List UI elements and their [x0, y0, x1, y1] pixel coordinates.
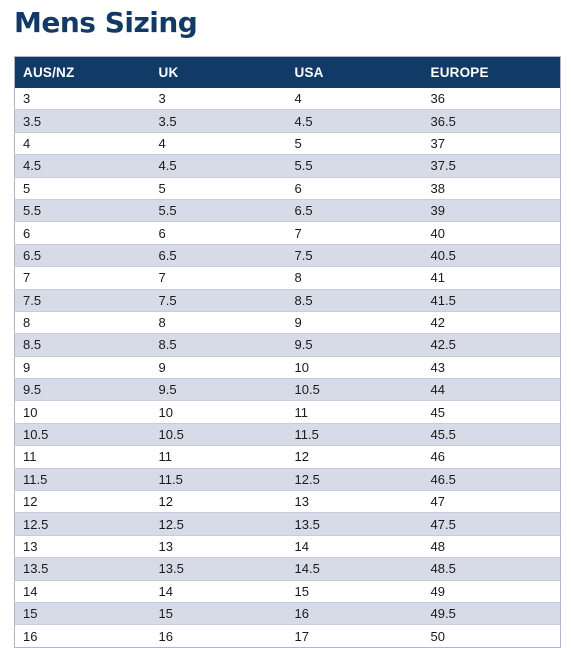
table-row — [15, 110, 561, 132]
table-cell-aus-nz: 8.5 — [15, 334, 151, 356]
table-cell-europe: 49.5 — [423, 602, 561, 624]
table-row — [15, 177, 561, 199]
table-cell-aus-nz: 15 — [15, 602, 151, 624]
table-row — [15, 625, 561, 647]
table-cell-uk: 7 — [151, 267, 287, 289]
header-row — [15, 57, 561, 89]
table-cell-uk: 16 — [151, 625, 287, 647]
table-cell-europe: 49 — [423, 580, 561, 602]
table-row — [15, 88, 561, 110]
table-cell-usa: 10 — [287, 356, 423, 378]
table-row — [15, 535, 561, 557]
table-cell-uk: 3.5 — [151, 110, 287, 132]
table-cell-usa: 15 — [287, 580, 423, 602]
table-cell-uk: 11 — [151, 446, 287, 468]
table-cell-uk: 6 — [151, 222, 287, 244]
table-cell-usa: 17 — [287, 625, 423, 647]
table-cell-usa: 9.5 — [287, 334, 423, 356]
table-row — [15, 289, 561, 311]
table-cell-uk: 13 — [151, 535, 287, 557]
table-cell-usa: 10.5 — [287, 379, 423, 401]
table-cell-usa: 8 — [287, 267, 423, 289]
table-cell-usa: 16 — [287, 602, 423, 624]
table-cell-europe: 47 — [423, 491, 561, 513]
table-body — [15, 88, 561, 647]
table-cell-aus-nz: 12.5 — [15, 513, 151, 535]
table-cell-aus-nz: 7.5 — [15, 289, 151, 311]
table-cell-usa: 11.5 — [287, 423, 423, 445]
table-cell-usa: 4 — [294, 91, 302, 107]
table-cell-europe: 42.5 — [423, 334, 561, 356]
table-cell-aus-nz: 3 — [23, 91, 31, 107]
table-cell-uk: 10 — [151, 401, 287, 423]
table-cell-usa: 12.5 — [287, 468, 423, 490]
table-cell-usa: 5.5 — [287, 155, 423, 177]
table-cell-usa: 7.5 — [287, 244, 423, 266]
column-header-uk: UK — [158, 65, 179, 80]
table-cell-europe: 37.5 — [423, 155, 561, 177]
table-cell-uk: 12.5 — [151, 513, 287, 535]
table-row — [15, 267, 561, 289]
table-cell-uk: 11.5 — [151, 468, 287, 490]
table-cell-uk: 5.5 — [151, 199, 287, 221]
table-cell-uk: 14 — [151, 580, 287, 602]
size-table — [14, 56, 561, 648]
table-cell-aus-nz: 3.5 — [15, 110, 151, 132]
table-row — [15, 244, 561, 266]
table-cell-europe: 50 — [423, 625, 561, 647]
table-cell-europe: 39 — [423, 199, 561, 221]
table-cell-uk: 12 — [151, 491, 287, 513]
table-row — [15, 155, 561, 177]
table-cell-europe: 48.5 — [423, 558, 561, 580]
table-cell-usa: 4.5 — [287, 110, 423, 132]
table-cell-aus-nz: 6.5 — [15, 244, 151, 266]
table-cell-aus-nz: 6 — [15, 222, 151, 244]
table-cell-usa: 13 — [287, 491, 423, 513]
table-cell-usa: 8.5 — [287, 289, 423, 311]
table-cell-aus-nz: 4 — [15, 132, 151, 154]
table-cell-europe: 40 — [423, 222, 561, 244]
table-row — [15, 401, 561, 423]
table-row — [15, 468, 561, 490]
table-cell-aus-nz: 9 — [15, 356, 151, 378]
table-cell-usa: 9 — [287, 311, 423, 333]
table-row — [15, 580, 561, 602]
table-cell-aus-nz: 14 — [15, 580, 151, 602]
table-cell-europe: 45.5 — [423, 423, 561, 445]
table-cell-usa: 12 — [287, 446, 423, 468]
table-cell-uk: 13.5 — [151, 558, 287, 580]
page-title: Mens Sizing — [14, 6, 198, 39]
table-cell-europe: 45 — [423, 401, 561, 423]
table-cell-uk: 7.5 — [151, 289, 287, 311]
table-cell-usa: 14 — [287, 535, 423, 557]
table-cell-uk: 15 — [151, 602, 287, 624]
table-row — [15, 222, 561, 244]
table-cell-aus-nz: 9.5 — [15, 379, 151, 401]
table-cell-europe: 47.5 — [423, 513, 561, 535]
table-row — [15, 513, 561, 535]
table-cell-europe: 43 — [423, 356, 561, 378]
table-row — [15, 199, 561, 221]
table-cell-europe: 42 — [423, 311, 561, 333]
table-cell-aus-nz: 11.5 — [15, 468, 151, 490]
column-header-aus-nz: AUS/NZ — [23, 65, 75, 80]
table-row — [15, 379, 561, 401]
table-cell-usa: 6 — [287, 177, 423, 199]
table-cell-aus-nz: 7 — [15, 267, 151, 289]
table-cell-europe: 46 — [423, 446, 561, 468]
table-row — [15, 446, 561, 468]
column-header-europe: EUROPE — [430, 65, 489, 80]
table-cell-aus-nz: 13 — [15, 535, 151, 557]
table-row — [15, 491, 561, 513]
table-cell-uk: 8 — [151, 311, 287, 333]
table-cell-europe: 44 — [423, 379, 561, 401]
table-cell-aus-nz: 16 — [15, 625, 151, 647]
table-cell-aus-nz: 8 — [15, 311, 151, 333]
table-cell-uk: 4.5 — [151, 155, 287, 177]
table-cell-europe: 38 — [423, 177, 561, 199]
table-cell-aus-nz: 5 — [15, 177, 151, 199]
table-cell-uk: 4 — [151, 132, 287, 154]
table-cell-uk: 8.5 — [151, 334, 287, 356]
table-cell-usa: 7 — [287, 222, 423, 244]
table-cell-europe: 36.5 — [423, 110, 561, 132]
table-row — [15, 602, 561, 624]
table-cell-europe: 41.5 — [423, 289, 561, 311]
table-cell-aus-nz: 13.5 — [15, 558, 151, 580]
table-cell-aus-nz: 11 — [15, 446, 151, 468]
table-cell-usa: 14.5 — [287, 558, 423, 580]
table-cell-aus-nz: 10.5 — [15, 423, 151, 445]
column-header-usa: USA — [294, 65, 324, 80]
table-cell-aus-nz: 5.5 — [15, 199, 151, 221]
table-row — [15, 558, 561, 580]
table-cell-europe: 40.5 — [423, 244, 561, 266]
table-cell-usa: 11 — [287, 401, 423, 423]
table-row — [15, 334, 561, 356]
table-cell-europe: 46.5 — [423, 468, 561, 490]
table-cell-aus-nz: 4.5 — [15, 155, 151, 177]
table-cell-aus-nz: 12 — [15, 491, 151, 513]
table-cell-uk: 5 — [151, 177, 287, 199]
table-cell-europe: 36 — [430, 91, 445, 107]
table-row — [15, 423, 561, 445]
table-cell-uk: 3 — [158, 91, 166, 107]
table-cell-uk: 6.5 — [151, 244, 287, 266]
table-row — [15, 311, 561, 333]
table-cell-aus-nz: 10 — [15, 401, 151, 423]
table-row — [15, 356, 561, 378]
table-cell-usa: 6.5 — [287, 199, 423, 221]
table-cell-europe: 37 — [423, 132, 561, 154]
table-cell-usa: 13.5 — [287, 513, 423, 535]
table-cell-uk: 10.5 — [151, 423, 287, 445]
table-cell-usa: 5 — [287, 132, 423, 154]
table-cell-europe: 48 — [423, 535, 561, 557]
table-cell-uk: 9.5 — [151, 379, 287, 401]
table-row — [15, 132, 561, 154]
table-cell-europe: 41 — [423, 267, 561, 289]
table-header — [15, 57, 561, 89]
table-cell-uk: 9 — [151, 356, 287, 378]
